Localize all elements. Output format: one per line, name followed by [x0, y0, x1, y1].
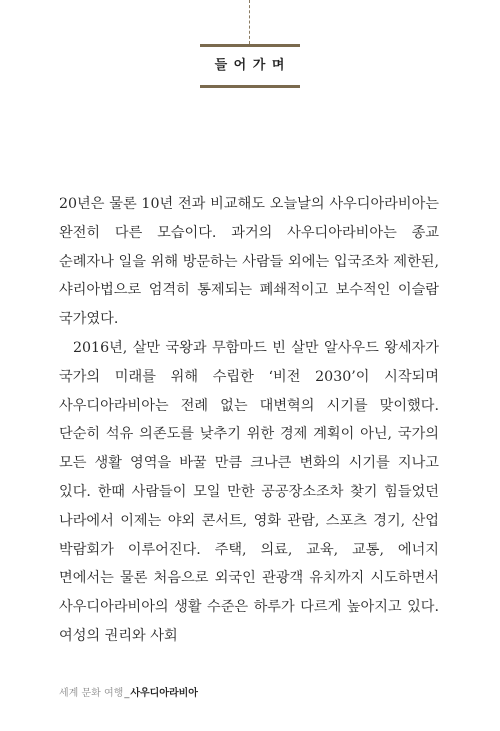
footer-series: 세계 문화 여행: [59, 688, 124, 699]
footer-book-title: 사우디아라비아: [130, 688, 198, 699]
body-text: [59, 190, 439, 651]
paragraph: 2016년, 살만 국왕과 무함마드 빈 살만 알사우드 왕세자가 국가의 미래를 위해 수립한 ‘비전 2030’이 시작되며 사우디아라비아는 전례 없는 대변혁의 시기를 맞이했다. 단순히 석유 의존도를 낮추기 위한 경제 계획이 아닌, 국가의 모든 생활 영역을 바꿀 만큼 크나큰 변화의 시기를 지나고 있다. 한때 사람들이 모일 만한 공공장소조차 찾기 힘들었던 나라에서 이제는 야외 콘서트, 영화 관람, 스포츠 경기, 산업 박람회가 이루어진다. 주택, 의료, 교육, 교통, 에너지 면에서는 물론 처음으로 외국인 관광객 유치까지 시도하면서 사우디아라비아의 생활 수준은 하루가 다르게 높아지고 있다. 여성의 권리와 사회: [59, 339, 439, 644]
decorative-dotted-line: [249, 0, 250, 44]
page-footer: [59, 684, 198, 699]
heading-bottom-rule: [200, 85, 300, 88]
paragraph: 20년은 물론 10년 전과 비교해도 오늘날의 사우디아라비아는 완전히 다른 모습이다. 과거의 사우디아라비아는 종교 순례자나 일을 위해 방문하는 사람들 외에는 입국조차 제한된, 샤리아법으로 엄격히 통제되는 폐쇄적이고 보수적인 이슬람 국가였다.: [59, 196, 439, 328]
footer-separator: _: [124, 688, 130, 699]
chapter-heading: [200, 44, 300, 88]
chapter-title: 들 어 가 며: [214, 58, 286, 73]
